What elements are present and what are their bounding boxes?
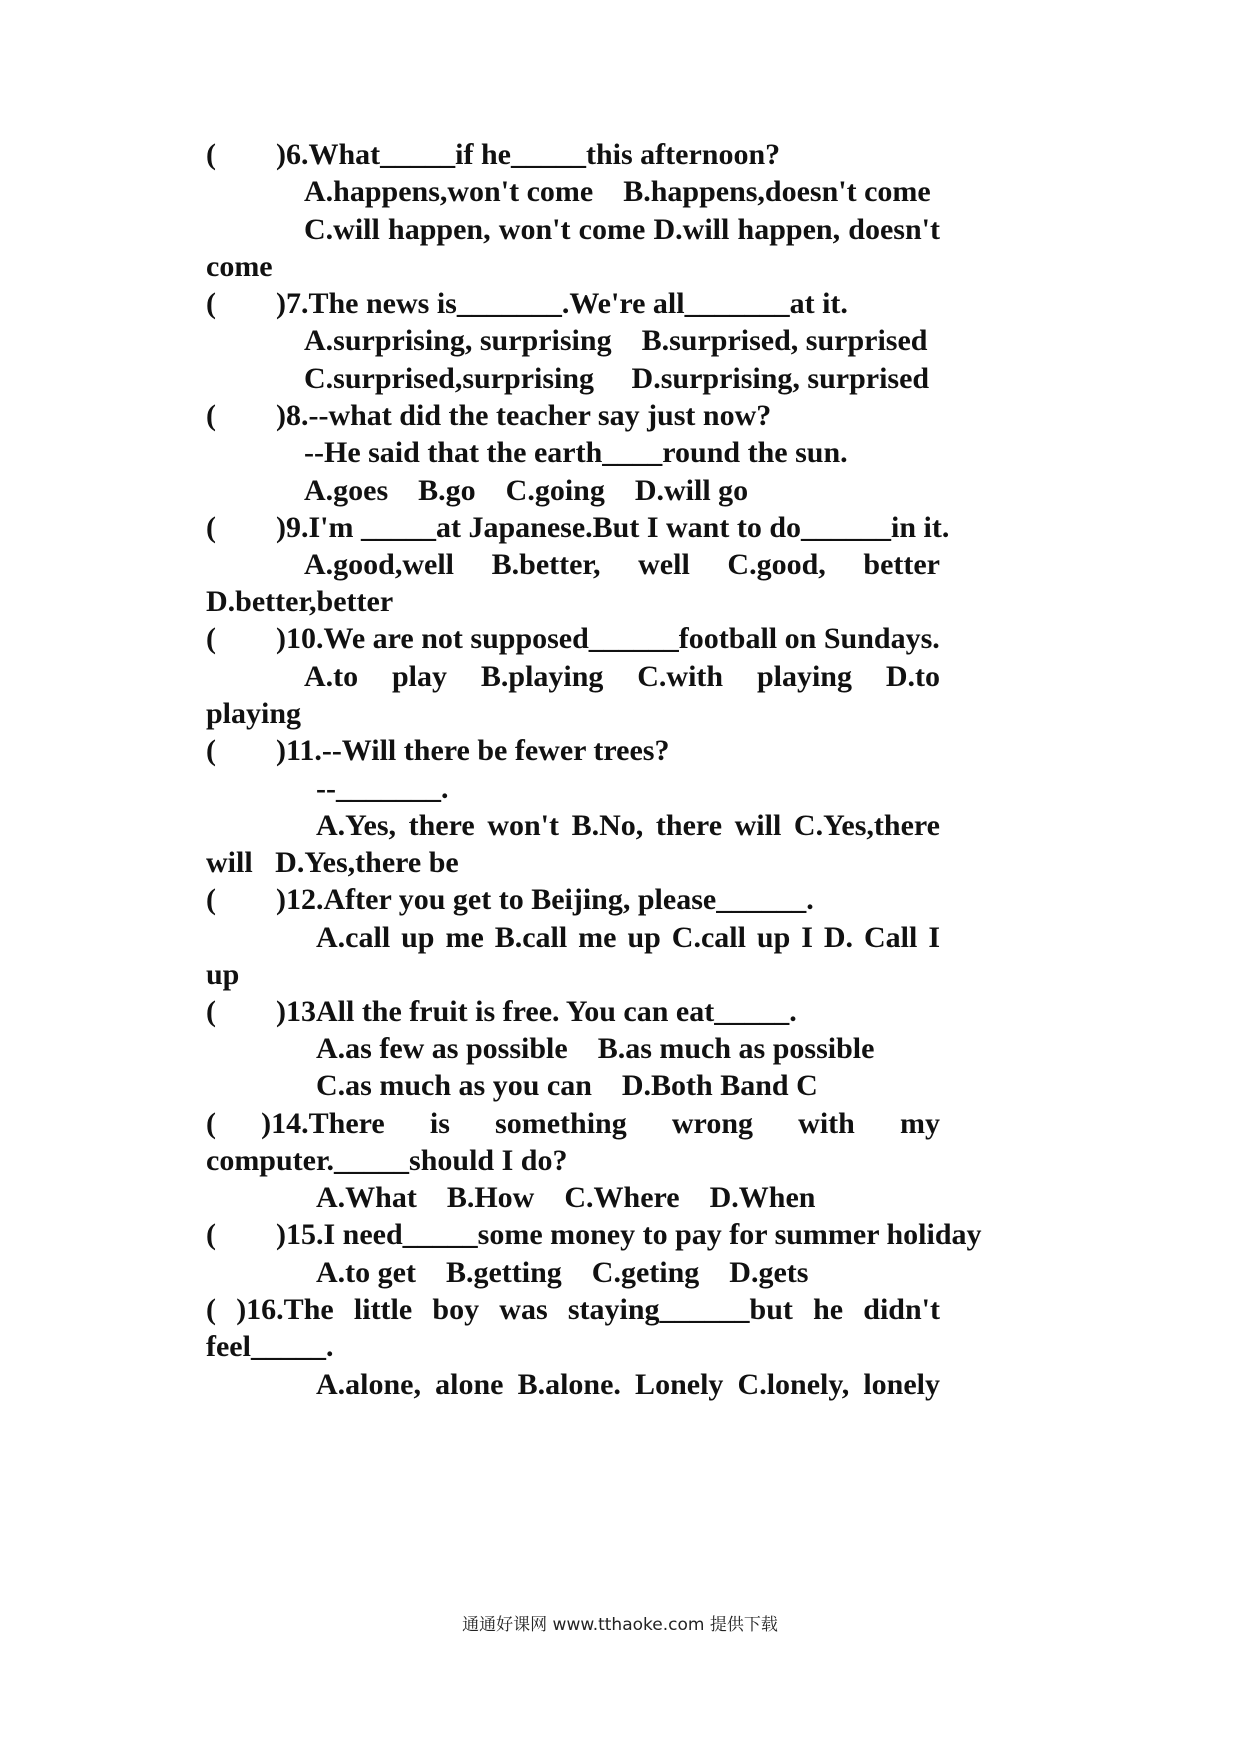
question-14-stem-line-2: computer._____should I do?: [206, 1144, 568, 1177]
question-14-stem: ( )14.There is something wrong with my: [206, 1107, 940, 1140]
question-11-answer-blank: --_______.: [316, 772, 449, 805]
question-7-stem: ( )7.The news is_______.We're all_______at it.: [206, 287, 848, 320]
question-12-options-line-1: A.call up me B.call me up C.call up I D. Call I: [316, 921, 940, 954]
question-6-options-line-3: come: [206, 250, 273, 283]
question-9-options-line-2: D.better,better: [206, 585, 394, 618]
question-9-stem: ( )9.I'm _____at Japanese.But I want to do______in it.: [206, 511, 950, 544]
question-13-stem: ( )13All the fruit is free. You can eat_____.: [206, 995, 797, 1028]
question-16-options-line-1: A.alone, alone B.alone. Lonely C.lonely, lonely: [316, 1368, 940, 1401]
question-10-options-line-1: A.to play B.playing C.with playing D.to: [304, 660, 940, 693]
question-8-options-line-2: A.goes B.go C.going D.will go: [304, 474, 749, 507]
question-12-options-line-2: up: [206, 958, 240, 991]
question-6-options-line-1: A.happens,won't come B.happens,doesn't come: [304, 175, 931, 208]
question-14-options-line-1: A.What B.How C.Where D.When: [316, 1181, 816, 1214]
question-13-options-line-2: C.as much as you can D.Both Band C: [316, 1069, 818, 1102]
question-11-stem: ( )11.--Will there be fewer trees?: [206, 734, 670, 767]
question-11-options-line-2: will D.Yes,there be: [206, 846, 459, 879]
question-7-options-line-1: A.surprising, surprising B.surprised, surprised: [304, 324, 928, 357]
question-8-stem: ( )8.--what did the teacher say just now?: [206, 399, 772, 432]
question-11-options-line-1: A.Yes, there won't B.No, there will C.Yes,there: [316, 809, 940, 842]
question-9-options-line-1: A.good,well B.better, well C.good, better: [304, 548, 940, 581]
question-8-options-line-1: --He said that the earth____round the sun.: [304, 436, 848, 469]
question-10-stem: ( )10.We are not supposed______football on Sundays.: [206, 622, 940, 655]
question-16-stem-line-2: feel_____.: [206, 1330, 334, 1363]
question-6-stem: ( )6.What_____if he_____this afternoon?: [206, 138, 781, 171]
question-16-stem: ( )16.The little boy was staying______but he didn't: [206, 1293, 940, 1326]
question-6-options-line-2: C.will happen, won't come D.will happen, doesn't: [304, 213, 940, 246]
question-13-options-line-1: A.as few as possible B.as much as possible: [316, 1032, 875, 1065]
question-10-options-line-2: playing: [206, 697, 302, 730]
question-15-stem: ( )15.I need_____some money to pay for summer holiday: [206, 1218, 982, 1251]
question-15-options-line-1: A.to get B.getting C.geting D.gets: [316, 1256, 809, 1289]
question-7-options-line-2: C.surprised,surprising D.surprising, surprised: [304, 362, 930, 395]
page-footer: 通通好课网 www.tthaoke.com 提供下载: [462, 1615, 778, 1635]
question-12-stem: ( )12.After you get to Beijing, please______.: [206, 883, 814, 916]
